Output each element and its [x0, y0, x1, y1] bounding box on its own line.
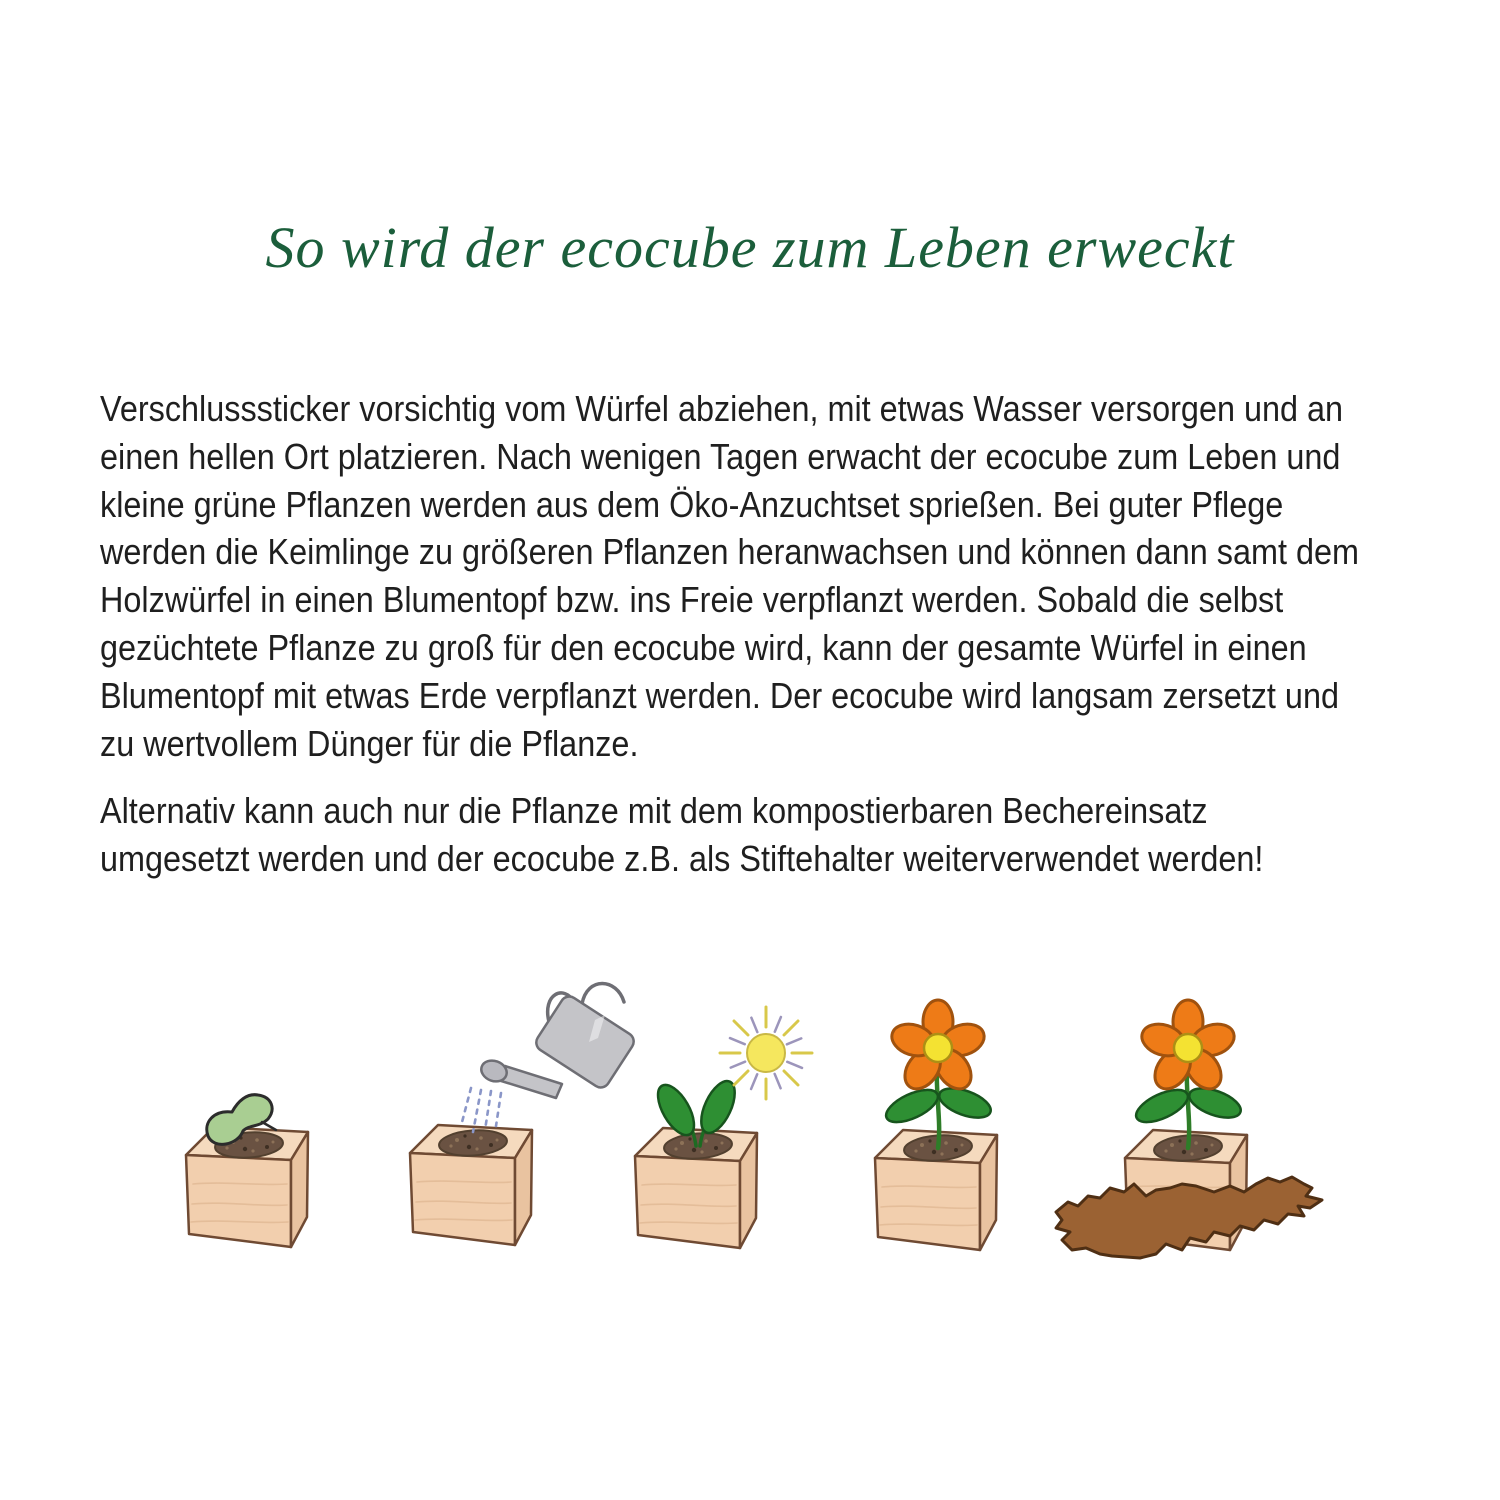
page-title: So wird der ecocube zum Leben erweckt [265, 215, 1235, 280]
text-line: werden die Keimlinge zu größeren Pflanzen heranwachsen und können dann samt dem [100, 531, 1359, 573]
stage-4-flower-cube [875, 1000, 997, 1250]
text-line: Holzwürfel in einen Blumentopf bzw. ins Freie verpflanzt werden. Sobald die selbst [100, 579, 1284, 621]
sun-disc [747, 1034, 785, 1072]
flower-icon [882, 1000, 995, 1148]
instruction-paragraph-2 [100, 787, 1263, 883]
growth-stages-illustration [0, 960, 1500, 1340]
stage-1-seed-sticker-cube [186, 1095, 308, 1247]
flower-icon [1132, 1000, 1245, 1148]
stage-3-sprout-sun-cube [635, 1002, 817, 1248]
stage-5-planted-cube [1056, 1000, 1322, 1258]
instruction-paragraph-1 [100, 385, 1359, 767]
wood-cube-icon [186, 1127, 308, 1247]
text-line: zu wertvollem Dünger für die Pflanze. [100, 722, 639, 764]
text-line: Verschlusssticker vorsichtig vom Würfel abziehen, mit etwas Wasser versorgen und an [100, 388, 1344, 429]
wood-cube-icon [410, 1125, 532, 1245]
text-line: Blumentopf mit etwas Erde verpflanzt werden. Der ecocube wird langsam zersetzt und [100, 674, 1339, 716]
stage-2-watering-cube [410, 984, 637, 1246]
watering-can-icon [478, 984, 637, 1099]
text-line: Alternativ kann auch nur die Pflanze mit dem kompostierbaren Bechereinsatz [100, 790, 1208, 831]
text-line: gezüchtete Pflanze zu groß für den ecocube wird, kann der gesamte Würfel in einen [100, 626, 1307, 668]
text-line: einen hellen Ort platzieren. Nach wenigen Tagen erwacht der ecocube zum Leben und [100, 435, 1341, 477]
text-line: umgesetzt werden und der ecocube z.B. als Stiftehalter weiterverwendet werden! [100, 837, 1264, 879]
text-line: kleine grüne Pflanzen werden aus dem Öko-Anzuchtset sprießen. Bei guter Pflege [100, 483, 1284, 525]
